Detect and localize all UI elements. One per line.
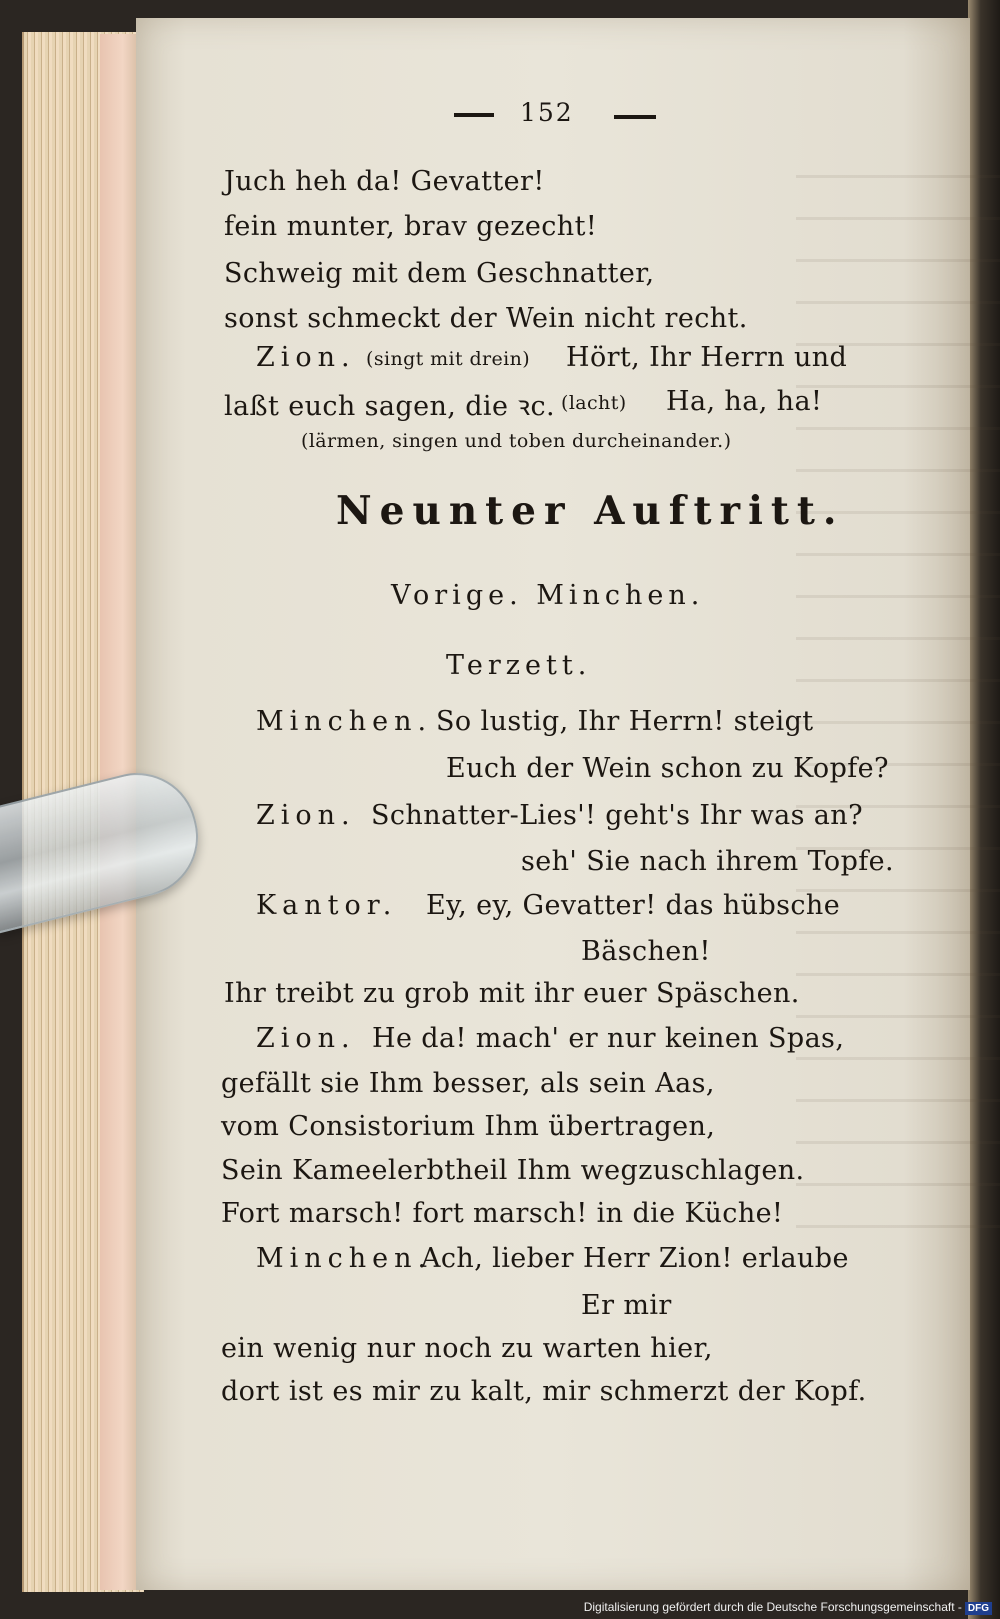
- stage-direction-lacht: (lacht): [561, 392, 627, 414]
- speaker-kantor: Kantor.: [256, 890, 398, 921]
- zion-laugh: Ha, ha, ha!: [666, 386, 823, 417]
- zion-verse-4: Fort marsch! fort marsch! in die Küche!: [221, 1198, 784, 1229]
- verse-line-4: sonst schmeckt der Wein nicht recht.: [224, 303, 748, 334]
- scene-persons: Vorige. Minchen.: [391, 580, 705, 611]
- terzett-heading: Terzett.: [446, 650, 592, 681]
- speaker-zion-2: Zion.: [256, 800, 356, 831]
- zion-verse-1: gefällt sie Ihm besser, als sein Aas,: [221, 1068, 715, 1099]
- zion-line-3: He da! mach' er nur keinen Spas,: [372, 1023, 845, 1054]
- stage-direction-singt: (singt mit drein): [366, 348, 531, 370]
- book-page: [136, 18, 970, 1590]
- kantor-line-2: Ihr treibt zu grob mit ihr euer Späschen.: [224, 978, 800, 1009]
- header-dash-left: [454, 113, 494, 117]
- scene-heading: Neunter Auftritt.: [336, 488, 845, 534]
- speaker-minchen-2: Minchen.: [256, 1243, 433, 1274]
- minchen-verse-2: dort ist es mir zu kalt, mir schmerzt der Kopf.: [221, 1376, 867, 1407]
- footer-text: Digitalisierung gefördert durch die Deutsche Forschungsgemeinschaft -: [583, 1600, 962, 1614]
- speaker-zion-3: Zion.: [256, 1023, 356, 1054]
- verse-line-1: Juch heh da! Gevatter!: [224, 166, 545, 197]
- minchen-line-1-cont: Euch der Wein schon zu Kopfe?: [446, 753, 889, 784]
- minchen-verse-1: ein wenig nur noch zu warten hier,: [221, 1333, 713, 1364]
- minchen-line-2-cont: Er mir: [581, 1290, 672, 1321]
- zion-line-2: Schnatter-Lies'! geht's Ihr was an?: [371, 800, 863, 831]
- zion-verse-3: Sein Kameelerbtheil Ihm wegzuschlagen.: [221, 1155, 805, 1186]
- show-through-text: [796, 158, 1000, 1258]
- speaker-zion-1: Zion.: [256, 342, 356, 373]
- minchen-line-1: So lustig, Ihr Herrn! steigt: [436, 706, 814, 737]
- kantor-line-1: Ey, ey, Gevatter! das hübsche: [426, 890, 841, 921]
- zion-line-1: Hört, Ihr Herrn und: [566, 342, 848, 373]
- speaker-minchen-1: Minchen.: [256, 706, 433, 737]
- stage-direction-laermen: (lärmen, singen und toben durcheinander.): [301, 430, 732, 452]
- header-dash-right: [614, 115, 656, 119]
- verse-line-3: Schweig mit dem Geschnatter,: [224, 258, 655, 289]
- page-number: 152: [520, 98, 574, 127]
- zion-line-2-cont: seh' Sie nach ihrem Topfe.: [521, 846, 895, 877]
- footer-credit: [584, 1600, 992, 1615]
- kantor-line-1-cont: Bäschen!: [581, 936, 711, 967]
- dfg-logo: DFG: [965, 1602, 992, 1615]
- zion-line-1-cont: laßt euch sagen, die ꝛc.: [224, 391, 556, 422]
- minchen-line-2: Ach, lieber Herr Zion! erlaube: [421, 1243, 849, 1274]
- verse-line-2: fein munter, brav gezecht!: [224, 211, 598, 242]
- zion-verse-2: vom Consistorium Ihm übertragen,: [221, 1111, 716, 1142]
